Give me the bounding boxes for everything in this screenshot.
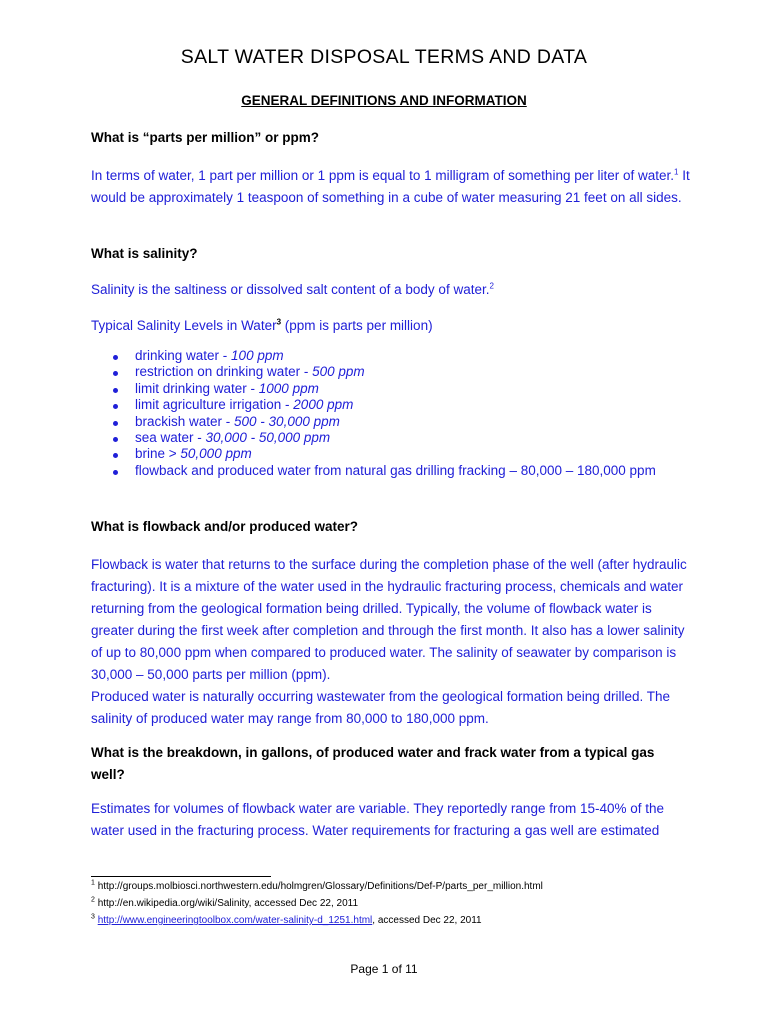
level-label: sea water -: [135, 429, 206, 445]
bullet-icon: [113, 421, 118, 426]
bullet-icon: [113, 355, 118, 360]
bullet-icon: [113, 437, 118, 442]
question-flowback: What is flowback and/or produced water?: [91, 519, 359, 534]
footnote-1: [91, 880, 543, 894]
footnote-ref-1: 1: [674, 167, 679, 177]
level-value: 1000 ppm: [258, 380, 319, 396]
level-label: brackish water -: [135, 413, 235, 429]
level-value: 2000 ppm: [293, 397, 354, 413]
footnote-ref-3: 3: [276, 317, 282, 327]
footnote-text: http://en.wikipedia.org/wiki/Salinity, accessed Dec 22, 2011: [97, 898, 359, 909]
footnote-ref-2: 2: [489, 281, 494, 291]
salinity-level-item: [91, 397, 711, 413]
level-label: restriction on drinking water -: [135, 364, 313, 380]
paragraph-ppm-definition: [91, 165, 691, 209]
footnote-divider: [91, 876, 271, 877]
salinity-level-item: [91, 348, 711, 364]
salinity-level-item: [91, 446, 711, 462]
page-number: Page 1 of 11: [350, 962, 418, 976]
salinity-levels-list: [91, 348, 711, 479]
paragraph-volume-estimates: Estimates for volumes of flowback water are variable. They reportedly range from 15-40% of the water used in the fracturing process. Water requirements for fracturing a gas well are estimated: [91, 801, 665, 838]
level-value: 500 ppm: [312, 364, 365, 380]
paragraph-flowback: Flowback is water that returns to the surface during the completion phase of the well (after hydraulic fracturing). It is a mixture of the water used in the hydraulic fracturing process, chemicals and water returning from the geological formation being drilled. Typically, the volume of flowback water is greater during the first week after completion and through the first month. It also has a lower salinity of up to 80,000 ppm when compared to produced water. The salinity of seawater by comparison is 30,000 – 50,000 parts per million (ppm).: [91, 557, 687, 682]
footnote-number: 2: [91, 896, 95, 904]
bullet-icon: [113, 371, 118, 376]
question-breakdown: What is the breakdown, in gallons, of produced water and frack water from a typical gas well?: [91, 745, 655, 782]
level-value: 30,000 - 50,000 ppm: [205, 429, 331, 445]
question-ppm: What is “parts per million” or ppm?: [91, 130, 320, 145]
paragraph-text: It would be approximately 1 teaspoon of something in a cube of water measuring 21 feet on all sides.: [91, 168, 690, 205]
salinity-level-item: [91, 364, 711, 380]
level-value: 500 - 30,000 ppm: [234, 413, 340, 429]
salinity-level-item: [91, 414, 711, 430]
footnote-number: 3: [91, 913, 95, 921]
bullet-icon: [113, 470, 118, 475]
footnote-number: 1: [91, 879, 95, 887]
page-title: SALT WATER DISPOSAL TERMS AND DATA: [180, 46, 588, 68]
level-value: 50,000 ppm: [180, 446, 252, 462]
footnote-2: [91, 897, 358, 911]
salinity-levels-intro: [91, 315, 691, 337]
intro-text: Typical Salinity Levels in Water: [91, 318, 277, 333]
level-label: flowback and produced water from natural gas drilling fracking – 80,000 – 180,000 ppm: [135, 462, 656, 478]
level-label: drinking water -: [135, 348, 232, 363]
paragraph-salinity-definition: [91, 279, 691, 301]
paragraph-text: Salinity is the saltiness or dissolved salt content of a body of water.: [91, 282, 490, 297]
paragraph-text: In terms of water, 1 part per million or 1 ppm is equal to 1 milligram of something per liter of water.: [91, 168, 674, 183]
bullet-icon: [113, 453, 118, 458]
footnote-link[interactable]: http://www.engineeringtoolbox.com/water-salinity-d_1251.html: [97, 915, 373, 926]
salinity-level-item: [91, 463, 711, 479]
footnote-text: http://groups.molbiosci.northwestern.edu/holmgren/Glossary/Definitions/Def-P/parts_per_million.html: [97, 881, 543, 892]
level-label: limit drinking water -: [135, 380, 259, 396]
salinity-level-item: [91, 381, 711, 397]
section-heading: GENERAL DEFINITIONS AND INFORMATION: [241, 93, 527, 108]
salinity-level-item: [91, 430, 711, 446]
question-salinity: What is salinity?: [91, 246, 198, 261]
level-label: brine >: [135, 446, 181, 462]
intro-text-suffix: (ppm is parts per million): [281, 318, 433, 333]
level-label: limit agriculture irrigation -: [135, 397, 294, 413]
paragraph-produced-water: Produced water is naturally occurring wastewater from the geological formation being drilled. The salinity of produced water may range from 80,000 to 180,000 ppm.: [91, 689, 671, 726]
footnote-text: , accessed Dec 22, 2011: [372, 915, 482, 926]
footnote-3: [91, 914, 482, 928]
level-value: 100 ppm: [231, 348, 284, 363]
bullet-icon: [113, 404, 118, 409]
bullet-icon: [113, 388, 118, 393]
